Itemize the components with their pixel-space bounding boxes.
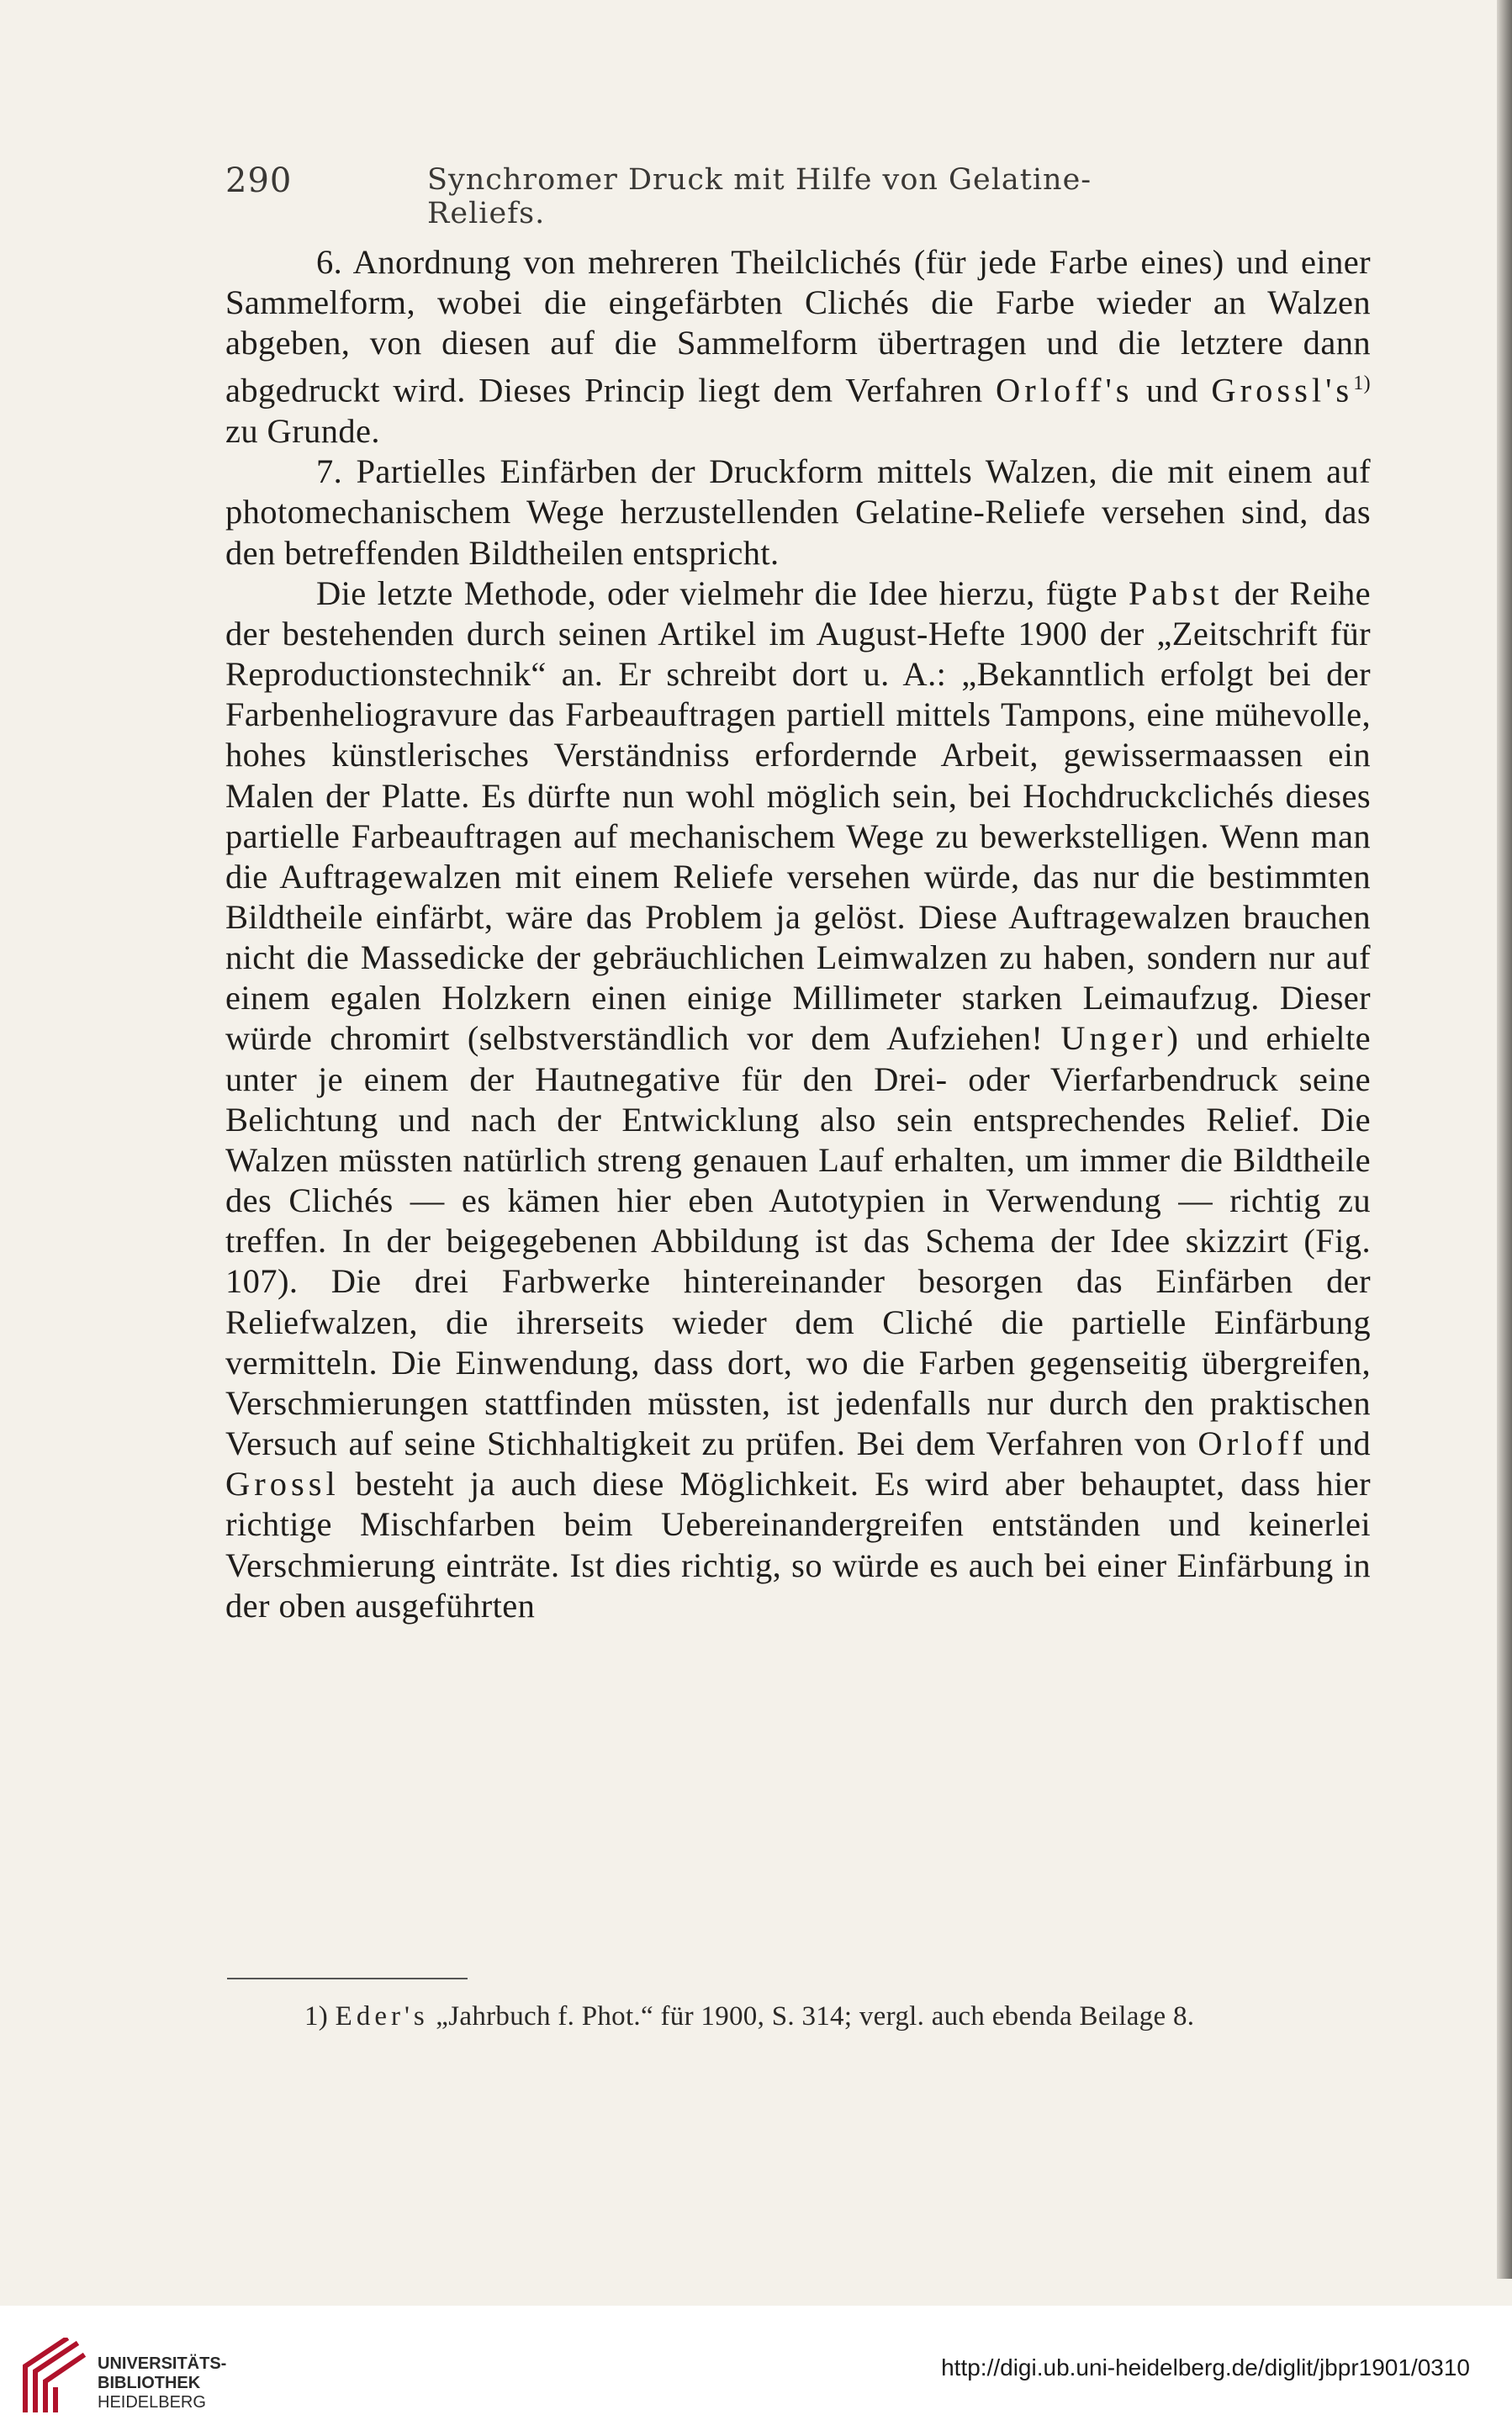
text-run: 6. Anordnung von mehreren Theilclichés (für jede Farbe eines) und einer Sammelform, wobei die eingefärbten Clichés die Farbe wieder an Walzen abgeben, von diesen auf die Sammelform übertragen und die letztere dann abgedruckt wird. Dieses Princip liegt dem Verfahren <box>225 243 1371 410</box>
library-name-line: UNIVERSITÄTS- <box>98 2354 227 2373</box>
name-orloff-2: Orloff <box>1197 1424 1308 1463</box>
name-grossl: Grossl's <box>1211 371 1354 410</box>
paragraph-pabst <box>225 573 1371 1626</box>
text-run: ) und erhielte unter je einem der Hautnegative für den Drei- oder Vierfarbendruck seine Belichtung und nach der Entwicklung also sein entsprechendes Relief. Die Walzen müssten natürlich streng genauen Lauf erhalten, um immer die Bildtheile des Clichés — es kämen hier eben Autotypien in Verwendung — richtig zu treffen. In der beigegebenen Abbildung ist das Schema der Idee skizzirt (Fig. 107). Die drei Farbwerke hintereinander besorgen das Einfärben der Reliefwalzen, die ihrerseits wieder dem Cliché die partielle Einfärbung vermitteln. Die Einwendung, dass dort, wo die Farben gegenseitig übergreifen, Verschmierungen stattfinden müssten, ist jedenfalls nur durch den praktischen Versuch auf seine Stichhaltigkeit zu prüfen. Bei dem Verfahren von <box>225 1019 1371 1463</box>
footnote-marker: 1) <box>304 2001 329 2032</box>
text-run: besteht ja auch diese Möglichkeit. Es wird aber behauptet, dass hier richtige Mischfarben beim Uebereinandergreifen entständen und keinerlei Verschmierung einträte. Ist dies richtig, so würde es auch bei einer Einfärbung in der oben ausgeführten <box>225 1465 1371 1625</box>
page-number: 290 <box>225 161 293 200</box>
footnote-ref: 1) <box>1353 373 1371 395</box>
viewer-footer <box>0 2306 1512 2436</box>
library-name <box>98 2354 226 2412</box>
running-title: Synchromer Druck mit Hilfe von Gelatine-Reliefs. <box>427 163 1092 230</box>
text-run: und <box>1307 1424 1371 1463</box>
footnote-author: Eder's <box>335 2001 429 2032</box>
name-pabst: Pabst <box>1128 573 1224 612</box>
text-run: und <box>1133 371 1212 410</box>
text-run: der Reihe der bestehenden durch seinen Artikel im August-Hefte 1900 der „Zeitschrift für Reproductionstechnik“ an. Er schreibt dort u. A.: „Bekanntlich erfolgt bei der Farbenheliogravure das Farbeauftragen partiell mittels Tampons, eine mühevolle, hohes künstlerisches Verständniss erfordernde Arbeit, gewissermaassen ein Malen der Platte. Es dürfte nun wohl möglich sein, bei Hochdruckclichés dieses partielle Farbeauftragen auf mechanischem Wege zu bewerkstelligen. Wenn man die Auftragewalzen mit einem Reliefe versehen würde, das nur die bestimmten Bildtheile einfärbt, wäre das Problem ja gelöst. Diese Auftragewalzen brauchen nicht die Massedicke der gebräuchlichen Leimwalzen zu haben, sondern nur auf einem egalen Holzkern einen einige Millimeter starken Leimaufzug. Dieser würde chromirt (selbstverständlich vor dem Aufziehen! <box>225 573 1371 1058</box>
page-edge-shadow <box>1497 0 1512 2279</box>
text-run: zu Grunde. <box>225 412 380 451</box>
footnote-rule <box>227 1978 468 1979</box>
name-unger: Unger <box>1060 1019 1167 1058</box>
paragraph-6 <box>225 242 1371 452</box>
library-logo-icon[interactable] <box>10 2338 87 2415</box>
body-text <box>225 242 1371 1626</box>
library-name-line: HEIDELBERG <box>98 2393 206 2412</box>
name-orloff: Orloff's <box>995 371 1134 410</box>
paragraph-7: 7. Partielles Einfärben der Druckform mittels Walzen, die mit einem auf photomechanischem Wege herzustellenden Gelatine-Reliefe versehen sind, das den betreffenden Bildtheilen entspricht. <box>225 452 1371 572</box>
library-name-line: BIBLIOTHEK <box>98 2374 201 2392</box>
name-grossl-2: Grossl <box>225 1465 340 1503</box>
footnote-text: „Jahrbuch f. Phot.“ für 1900, S. 314; vergl. auch ebenda Beilage 8. <box>428 2001 1195 2032</box>
footnote <box>304 2001 1398 2032</box>
text-run: Die letzte Methode, oder vielmehr die Idee hierzu, fügte <box>316 573 1129 612</box>
permalink-url[interactable]: http://digi.ub.uni-heidelberg.de/diglit/jbpr1901/0310 <box>941 2354 1470 2381</box>
